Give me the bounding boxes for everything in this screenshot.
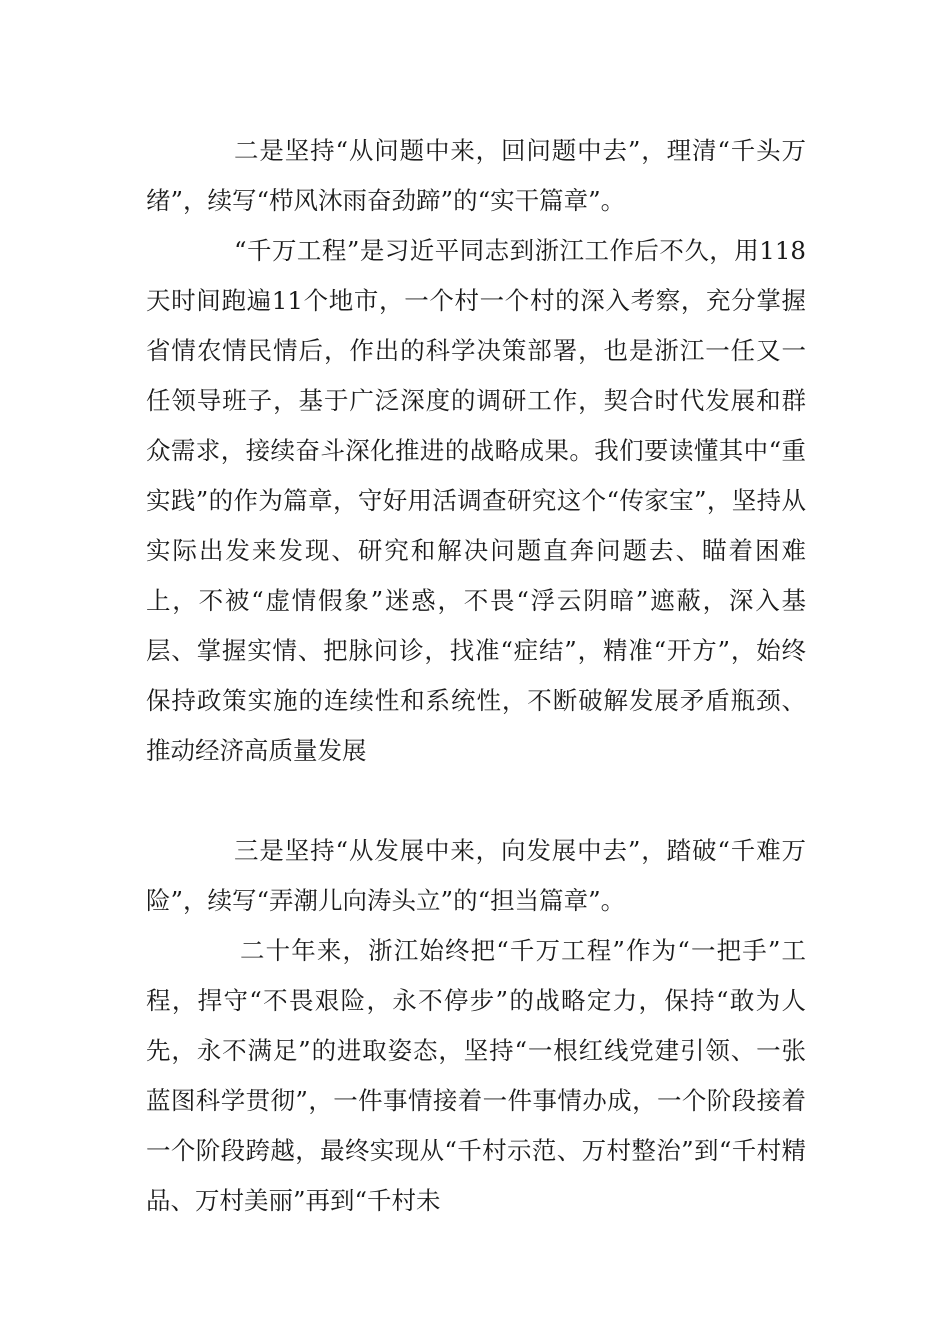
paragraph-point-two-body: “千万工程”是习近平同志到浙江工作后不久，用118天时间跑遍11个地市，一个村一个村的深入考察，充分掌握省情农情民情后，作出的科学决策部署，也是浙江一任又一任领导班子，基于广泛深度的调研工作，契合时代发展和群众需求，接续奋斗深化推进的战略成果。我们要读懂其中“重实践”的作为篇章，守好用活调查研究这个“传家宝”，坚持从实际出发来发现、研究和解决问题直奔问题去、瞄着困难上，不被“虚情假象”迷惑，不畏“浮云阴暗”遮蔽，深入基层、掌握实情、把脉问诊，找准“症结”，精准“开方”，始终保持政策实施的连续性和系统性，不断破解发展矛盾瓶颈、推动经济高质量发展 <box>146 236 806 765</box>
paragraph-point-three-heading: 三是坚持“从发展中来，向发展中去”，踏破“千难万险”，续写“弄潮儿向涛头立”的“担当篇章”。 <box>146 836 806 915</box>
paragraph-point-two-heading: 二是坚持“从问题中来，回问题中去”，理清“千头万绪”，续写“栉风沐雨奋劲蹄”的“实干篇章”。 <box>146 136 806 215</box>
document-body <box>146 126 806 1226</box>
paragraph-gap <box>146 776 806 826</box>
paragraph-point-three-body: 二十年来，浙江始终把“千万工程”作为“一把手”工程，捍守“不畏艰险，永不停步”的战略定力，保持“敢为人先，永不满足”的进取姿态，坚持“一根红线党建引领、一张蓝图科学贯彻”，一件事情接着一件事情办成，一个阶段接着一个阶段跨越，最终实现从“千村示范、万村整治”到“千村精品、万村美丽”再到“千村未 <box>146 936 806 1215</box>
